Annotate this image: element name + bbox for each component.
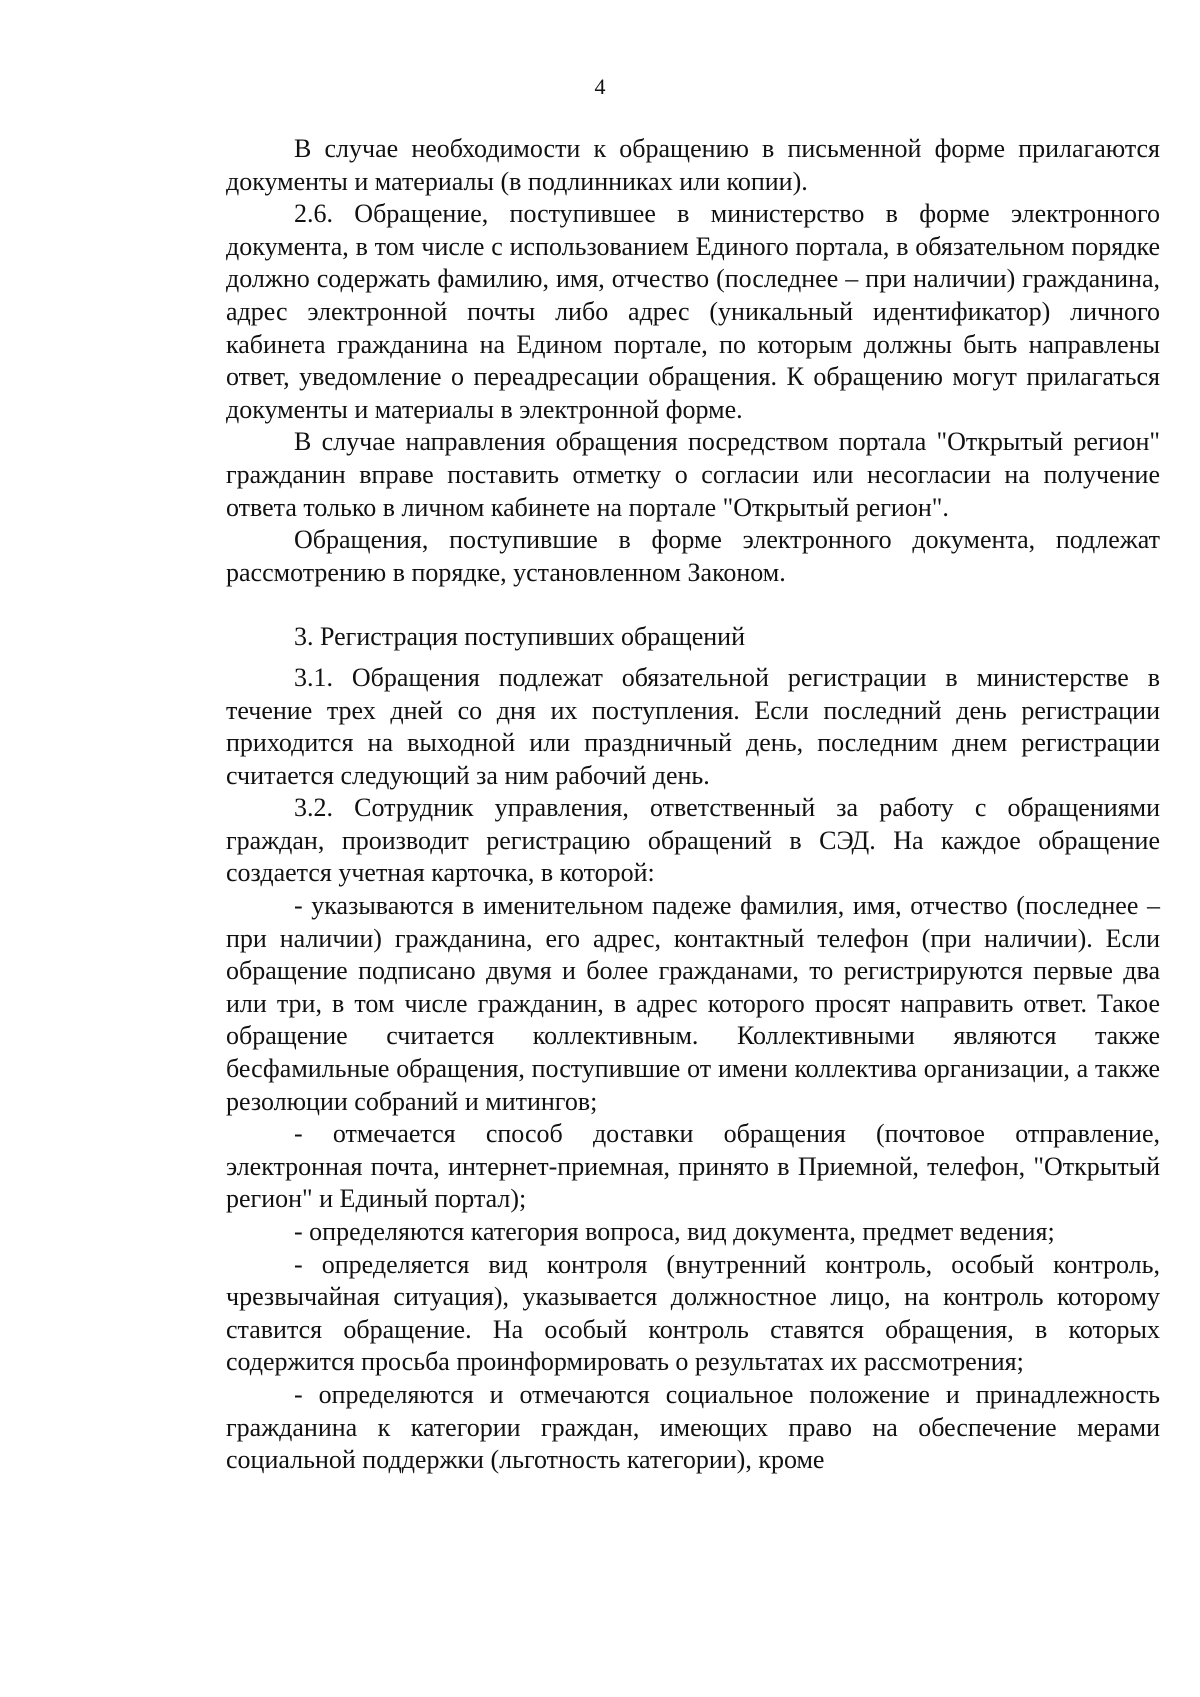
section-heading-3-registration: 3. Регистрация поступивших обращений [294,622,746,652]
list-item-delivery-method: - отмечается способ доставки обращения (почтовое отправление, электронная почта, интернет-приемная, принято в Приемной, телефон, "Открытый регион" и Единый портал); [226,1119,1160,1214]
list-item-citizen-details: - указываются в именительном падеже фамилия, имя, отчество (последнее – при наличии) гражданина, его адрес, контактный телефон (при наличии). Если обращение подписано двумя и более гражданами, то регистрируются первые два или три, в том числе гражданин, в адрес которого просят направить ответ. Такое обращение считается коллективным. Коллективными являются также бесфамильные обращения, поступившие от имени коллектива организации, а также резолюции собраний и митингов; [226,891,1160,1116]
list-item-question-category: - определяются категория вопроса, вид документа, предмет ведения; [294,1217,1055,1246]
paragraph-3-2-record-card: 3.2. Сотрудник управления, ответственный за работу с обращениями граждан, производит регистрацию обращений в СЭД. На каждое обращение создается учетная карточка, в которой: [226,793,1160,888]
paragraph-open-region-portal: В случае направления обращения посредством портала "Открытый регион" гражданин вправе поставить отметку о согласии или несогласии на получение ответа только в личном кабинете на портале "Открытый регион". [226,427,1160,522]
page-number: 4 [594,74,606,99]
paragraph-2-6-electronic-appeal: 2.6. Обращение, поступившее в министерство в форме электронного документа, в том числе с использованием Единого портала, в обязательном порядке должно содержать фамилию, имя, отчество (последнее – при наличии) гражданина, адрес электронной почты либо адрес (уникальный идентификатор) личного кабинета гражданина на Едином портале, по которым должны быть направлены ответ, уведомление о переадресации обращения. К обращению могут прилагаться документы и материалы в электронной форме. [226,199,1160,424]
paragraph-electronic-review: Обращения, поступившие в форме электронного документа, подлежат рассмотрению в порядке, установленном Законом. [226,525,1160,587]
list-item-social-status: - определяются и отмечаются социальное положение и принадлежность гражданина к категории граждан, имеющих право на обеспечение мерами социальной поддержки (льготность категории), кроме [226,1379,1160,1475]
document-body [226,133,1160,1477]
list-item-control-type: - определяется вид контроля (внутренний контроль, особый контроль, чрезвычайная ситуация), указывается должностное лицо, на контроль которому ставится обращение. На особый контроль ставятся обращения, в которых содержится просьба проинформировать о результатах их рассмотрения; [226,1249,1160,1377]
paragraph-3-1-registration-term: 3.1. Обращения подлежат обязательной регистрации в министерстве в течение трех дней со дня их поступления. Если последний день регистрации приходится на выходной или праздничный день, последним днем регистрации считается следующий за ним рабочий день. [226,662,1160,790]
paragraph-attachments-written: В случае необходимости к обращению в письменной форме прилагаются документы и материалы (в подлинниках или копии). [226,134,1160,196]
